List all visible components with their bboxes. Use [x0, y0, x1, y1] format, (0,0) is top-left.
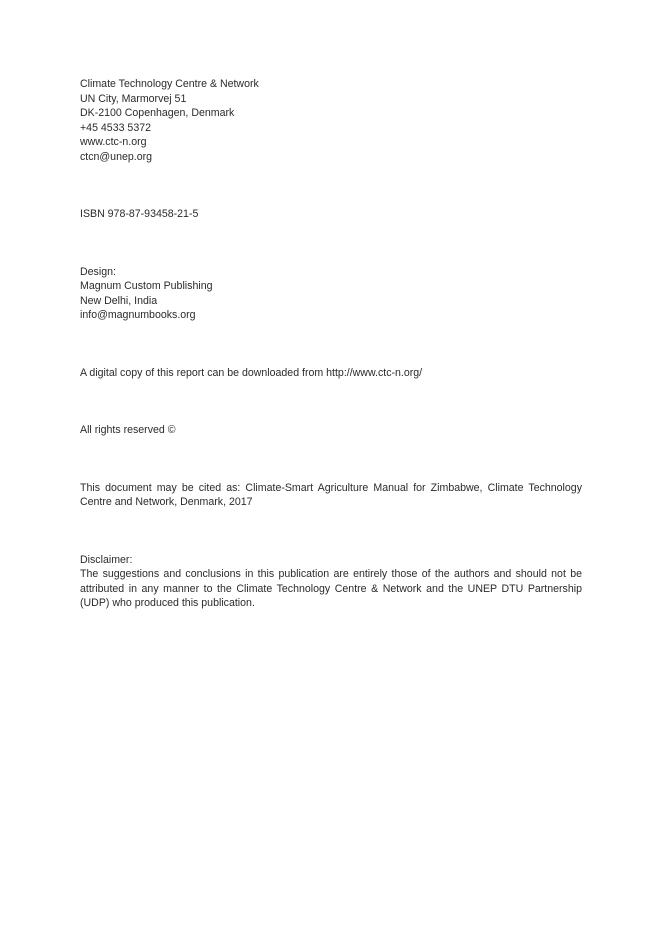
spacer — [80, 323, 582, 366]
disclaimer-label: Disclaimer: — [80, 553, 133, 566]
spacer — [80, 438, 582, 481]
spacer — [80, 222, 582, 265]
spacer — [80, 380, 582, 423]
phone-number: +45 4533 5372 — [80, 121, 151, 134]
disclaimer-block — [80, 553, 582, 611]
website-link[interactable]: www.ctc-n.org — [80, 136, 147, 148]
organization-name: Climate Technology Centre & Network — [80, 78, 259, 90]
email-link[interactable]: ctcn@unep.org — [80, 150, 153, 163]
spacer — [80, 164, 582, 207]
disclaimer-text: The suggestions and conclusions in this publication are entirely those of the authors and should not be attributed in any manner to the Climate Technology Centre & Network and the UNEP DTU Partnership (UDP) who produced this publication. — [80, 568, 582, 609]
citation-block — [80, 481, 582, 510]
address-block — [80, 77, 582, 164]
citation-text: This document may be cited as: Climate-Smart Agriculture Manual for Zimbabwe, Climate Technology Centre and Network, Denmark, 2017 — [80, 481, 582, 508]
rights-block — [80, 423, 582, 438]
download-block — [80, 366, 582, 381]
design-label: Design: — [80, 265, 116, 278]
document-page — [80, 77, 582, 611]
rights-statement: All rights reserved © — [80, 424, 176, 436]
city-address: DK-2100 Copenhagen, Denmark — [80, 107, 235, 119]
design-location: New Delhi, India — [80, 294, 158, 307]
design-block — [80, 265, 582, 323]
spacer — [80, 510, 582, 553]
street-address: UN City, Marmorvej 51 — [80, 92, 187, 105]
isbn-block — [80, 207, 582, 222]
download-note: A digital copy of this report can be downloaded from http://www.ctc-n.org/ — [80, 366, 423, 379]
design-company: Magnum Custom Publishing — [80, 280, 213, 292]
design-email-link[interactable]: info@magnumbooks.org — [80, 309, 196, 321]
isbn-number: ISBN 978-87-93458-21-5 — [80, 208, 199, 220]
